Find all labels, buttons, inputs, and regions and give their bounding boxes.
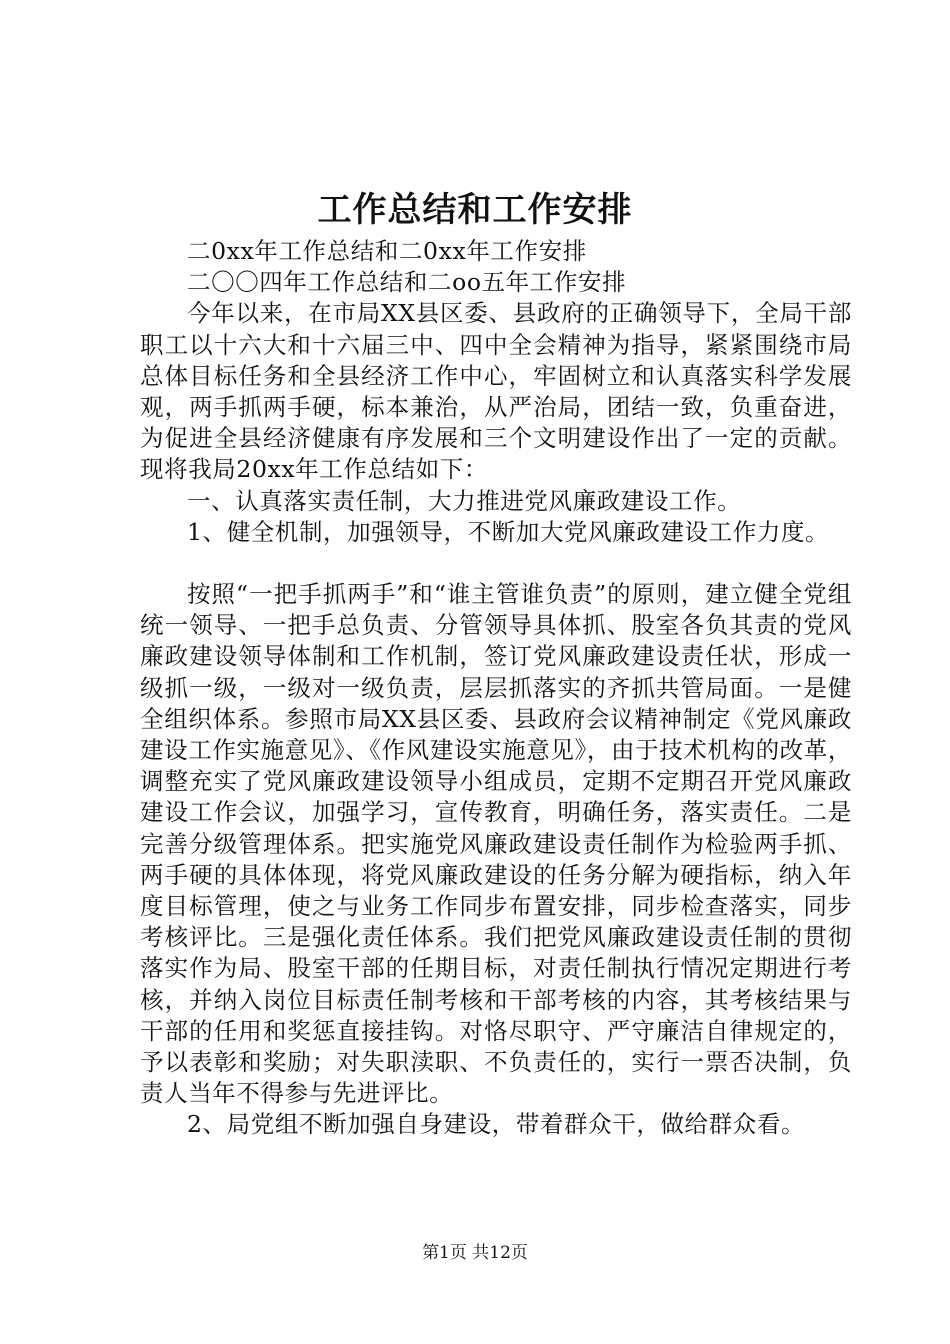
- subtitle-line: 二0xx年工作总结和二0xx年工作安排: [187, 237, 587, 265]
- document-title: 工作总结和工作安排: [317, 190, 633, 230]
- intro-paragraph: 今年以来，在市局XX县区委、县政府的正确领导下，全局干部职工以十六大和十六届三中、四中全会精神为指导，紧紧围绕市局总体目标任务和全县经济工作中心，牢固树立和认真落实科学发展观，两手抓两手硬，标本兼治，从严治局，团结一致，负重奋进，为促进全县经济健康有序发展和三个文明建设作出了一定的贡献。现将我局20xx年工作总结如下：: [140, 299, 852, 484]
- page-footer: 第1页 共12页: [422, 1243, 528, 1263]
- body-paragraph: 按照“一把手抓两手”和“谁主管谁负责”的原则，建立健全党组统一领导、一把手总负责、分管领导具体抓、股室各负其责的党风廉政建设领导体制和工作机制，签订党风廉政建设责任状，形成一级抓一级，一级对一级负责，层层抓落实的齐抓共管局面。一是健全组织体系。参照市局XX县区委、县政府会议精神制定《党风廉政建设工作实施意见》、《作风建设实施意见》，由于技术机构的改革，调整充实了党风廉政建设领导小组成员，定期不定期召开党风廉政建设工作会议，加强学习，宣传教育，明确任务，落实责任。二是完善分级管理体系。把实施党风廉政建设责任制作为检验两手抓、两手硬的具体体现，将党风廉政建设的任务分解为硬指标，纳入年度目标管理，使之与业务工作同步布置安排，同步检查落实，同步考核评比。三是强化责任体系。我们把党风廉政建设责任制的贯彻落实作为局、股室干部的任期目标，对责任制执行情况定期进行考核，并纳入岗位目标责任制考核和干部考核的内容，其考核结果与干部的任用和奖惩直接挂钩。对恪尽职守、严守廉洁自律规定的，予以表彰和奖励；对失职渎职、不负责任的，实行一票否决制，负责人当年不得参与先进评比。: [140, 580, 852, 1108]
- subtitle-line: 二〇〇四年工作总结和二oo五年工作安排: [187, 268, 627, 297]
- paragraph-gap: [140, 548, 852, 579]
- subsection-heading: 2、局党组不断加强自身建设，带着群众干，做给群众看。: [187, 1110, 806, 1139]
- document-body: [140, 236, 852, 1141]
- section-heading: 一、认真落实责任制，大力推进党风廉政建设工作。: [187, 486, 742, 515]
- subsection-heading: 1、健全机制，加强领导，不断加大党风廉政建设工作力度。: [187, 517, 830, 546]
